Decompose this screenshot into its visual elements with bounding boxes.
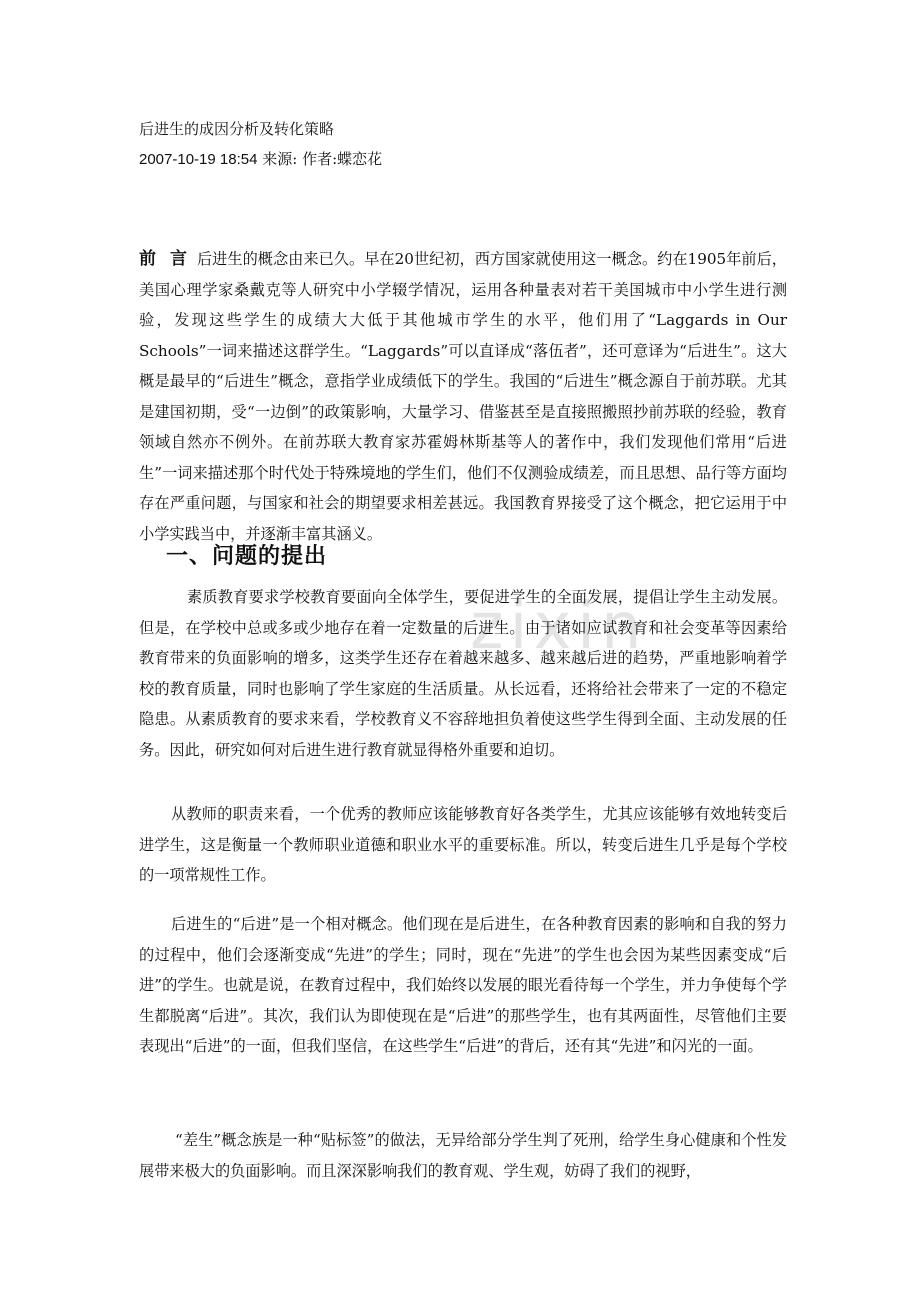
body-paragraph-1: 素质教育要求学校教育要面向全体学生，要促进学生的全面发展，提倡让学生主动发展。但是，在学校中总或多或少地存在着一定数量的后进生。由于诸如应试教育和社会变革等因素给教育带来的负面影响的增多，这类学生还存在着越来越多、越来越后进的趋势，严重地影响着学校的教育质量，同时也影响了学生家庭的生活质量。从长远看，还将给社会带来了一定的不稳定隐患。从素质教育的要求来看，学校教育义不容辞地担负着使这些学生得到全面、主动发展的任务。因此，研究如何对后进生进行教育就显得格外重要和迫切。 [139, 588, 787, 759]
document-title: 后进生的成因分析及转化策略 [139, 120, 335, 138]
document-meta [139, 148, 382, 171]
body-paragraph-3: 后进生的“后进”是一个相对概念。他们现在是后进生，在各种教育因素的影响和自我的努力的过程中，他们会逐渐变成“先进”的学生；同时，现在“先进”的学生也会因为某些因素变成“后进”的学生。也就是说，在教育过程中，我们始终以发展的眼光看待每一个学生，并力争使每个学生都脱离“后进”。其次，我们认为即使现在是“后进”的那些学生，也有其两面性，尽管他们主要表现出“后进”的一面，但我们坚信，在这些学生“后进”的背后，还有其“先进”和闪光的一面。 [139, 915, 787, 1055]
body-paragraph-4: “差生”概念族是一种“贴标签”的做法，无异给部分学生判了死刑，给学生身心健康和个性发展带来极大的负面影响。而且深深影响我们的教育观、学生观，妨碍了我们的视野， [139, 1131, 787, 1180]
preface-text: 后进生的概念由来已久。早在20世纪初，西方国家就使用这一概念。约在1905年前后，美国心理学家桑戴克等人研究中小学辍学情况，运用各种量表对若干美国城市中小学生进行测验，发现这些学生的成绩大大低于其他城市学生的水平，他们用了“Laggards in Our Schools”一词来描述这群学生。“Laggards”可以直译成“落伍者”，还可意译为“后进生”。这大概是最早的“后进生”概念，意指学业成绩低下的学生。我国的“后进生”概念源自于前苏联。尤其是建国初期，受“一边倒”的政策影响，大量学习、借鉴甚至是直接照搬照抄前苏联的经验，教育领域自然亦不例外。在前苏联大教育家苏霍姆林斯基等人的著作中，我们发现他们常用“后进生”一词来描述那个时代处于特殊境地的学生们，他们不仅测验成绩差，而且思想、品行等方面均存在严重问题，与国家和社会的期望要求相差甚远。我国教育界接受了这个概念，把它运用于中小学实践当中，并逐渐丰富其涵义。 [139, 250, 787, 543]
publish-datetime: 2007-10-19 18:54 [139, 151, 258, 168]
author-label: 作者:蝶恋花 [302, 150, 383, 168]
preface-paragraph [139, 244, 787, 549]
preface-label: 前 言 [139, 249, 191, 269]
section-heading: 一、问题的提出 [166, 544, 328, 569]
body-paragraph-2: 从教师的职责来看，一个优秀的教师应该能够教育好各类学生，尤其应该能够有效地转变后进学生，这是衡量一个教师职业道德和职业水平的重要标准。所以，转变后进生几乎是每个学校的一项常规性工作。 [139, 805, 787, 884]
watermark: zixin [470, 590, 648, 664]
source-label: 来源: [262, 150, 298, 168]
